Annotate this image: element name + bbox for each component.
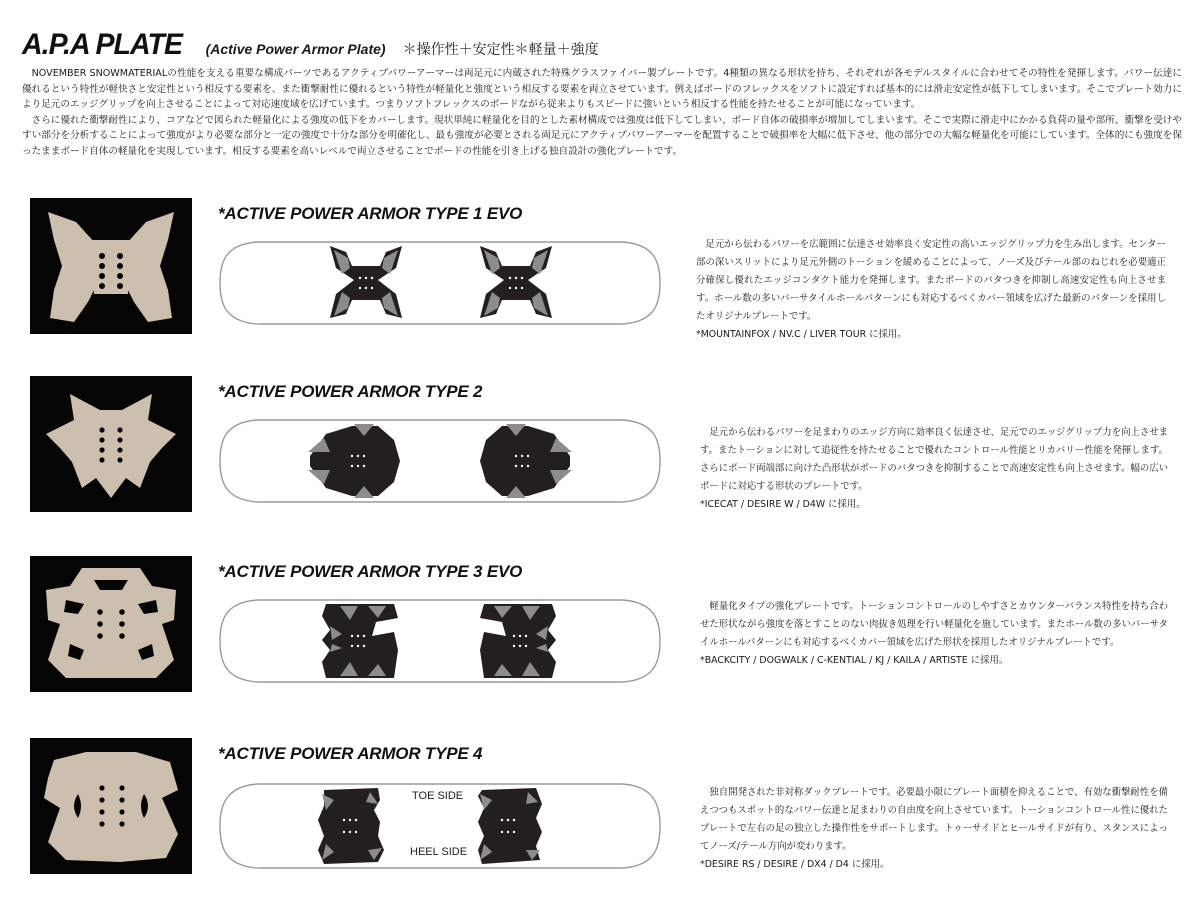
plate-right <box>478 788 542 864</box>
description-text: 軽量化タイプの強化プレートです。トーションコントロールのしやすさとカウンターバランス特性を持ち合わせた形状ながら強度を落とすことのない肉抜き処理を行い軽量化を施しています。またホール数の多いバーサタイルホールパターンにも対応するべくカバー領域を広げた形状を採用したオリジナルプレートです。 <box>700 601 1168 648</box>
section-type-1-evo <box>0 198 1200 338</box>
section-type-3-evo <box>0 556 1200 696</box>
page-header <box>22 28 599 62</box>
plate-left <box>322 604 398 678</box>
plate-photo-type-2 <box>30 376 192 512</box>
type-title: *ACTIVE POWER ARMOR TYPE 3 EVO <box>218 562 523 581</box>
type-description <box>700 598 1168 670</box>
description-text: 足元から伝わるパワーを足まわりのエッジ方向に効率良く伝達させ、足元でのエッジグリップ力を向上させます。またトーションに対して追従性を持たせることで優れたコントロール性能とリカバリー性能を発揮します。さらにボード両端部に向けた凸形状がボードのバタつきを抑制することで高速安定性も向上させます。幅の広いボードに対応する形状のプレートです。 <box>700 427 1169 492</box>
section-type-2 <box>0 376 1200 516</box>
type-description <box>700 784 1168 874</box>
header-subtitle: (Active Power Armor Plate) <box>205 41 386 57</box>
plate-photo-type-4 <box>30 738 192 874</box>
description-text: 足元から伝わるパワーを広範囲に伝達させ効率良く安定性の高いエッジグリップ力を生み出します。センター部の深いスリットにより足元外側のトーションを緩めることによって、ノーズ及びテール部のねじれを必要適正分確保し優れたエッジコンタクト能力を発揮します。またボードのバタつきを抑制し高速安定性も向上させます。ホール数の多いバーサタイルホールパターンにも対応するべくカバー領域を広げた最新のパターンを採用したオリジナルプレートです。 <box>696 239 1166 322</box>
type-description <box>696 236 1166 344</box>
heel-side-label: HEEL SIDE <box>410 846 468 858</box>
apa-plate-logo: A.P.A PLATE <box>22 28 183 61</box>
intro-paragraph-1: NOVEMBER SNOWMATERIALの性能を支える重要な構成パーツであるアクティブパワーアーマーは両足元に内蔵された特殊グラスファイバー製プレートです。4種類の異なる形状を持ち、それぞれが各モデルスタイルに合わせてその特性を発揮します。パワー伝達に優れるという特性が軽快さと安定性という相反する要素を、また衝撃耐性に優れるという特性が軽量化と強度という相反する要素を両立させています。例えばボードのフレックスをソフトに設定すれば基本的には滑走安定性が低下してしまいます。そこでプレート効力により足元のエッジグリップを向上させることによって対応速度域を広げています。つまりソフトフレックスのボードながら従来よりもスピードに強いという相反する性能を持たせることが可能になっています。 <box>22 68 1182 111</box>
plate-photo-type-1 <box>30 198 192 334</box>
type-description <box>700 424 1168 514</box>
intro-paragraph-2: さらに優れた衝撃耐性により、コアなどで図られた軽量化による強度の低下をカバーします。現状単純に軽量化を目的とした素材構成では強度は低下してしまい、ボード自体の破損率が増加してしまいます。そこで実際に滑走中にかかる負荷の量や部所、衝撃を受けやすい部分を分析することによって強度がより必要な部分と一定の強度で十分な部分を明確化し、最も強度が必要とされる両足元にアクティブパワーアーマーを配置することで破損率を大幅に低下させ、他の部分での大幅な軽量化を可能にしています。全体的にも強度を保ったままボード自体の軽量化を実現しています。相反する要素を高いレベルで両立させることでボードの性能を引き上げる独自設計の強化プレートです。 <box>22 114 1182 157</box>
toe-side-label: TOE SIDE <box>412 790 464 802</box>
plate-right <box>480 604 556 678</box>
plate-left <box>318 788 384 864</box>
adopted-models: *MOUNTAINFOX / NV.C / LIVER TOUR に採用。 <box>696 329 907 340</box>
type-title: *ACTIVE POWER ARMOR TYPE 1 EVO <box>218 204 523 223</box>
board-diagram-type-3 <box>218 592 662 690</box>
board-diagram-type-2 <box>218 412 662 510</box>
adopted-models: *ICECAT / DESIRE W / D4W に採用。 <box>700 499 866 510</box>
type-title: *ACTIVE POWER ARMOR TYPE 2 <box>218 382 483 401</box>
adopted-models: *DESIRE RS / DESIRE / DX4 / D4 に採用。 <box>700 859 890 870</box>
board-diagram-type-1 <box>218 234 662 332</box>
description-text: 独自開発された非対称ダックプレートです。必要最小限にプレート面積を抑えることで、有効な衝撃耐性を備えつつもスポット的なパワー伝達と足まわりの自由度を向上させています。トーションコントロール性に優れたプレートで左右の足の独立した操作性をサポートします。トゥーサイドとヒールサイドが有り、スタンスによってノーズ/テール方向が変わります。 <box>700 787 1168 852</box>
section-type-4 <box>0 738 1200 878</box>
type-title: *ACTIVE POWER ARMOR TYPE 4 <box>218 744 483 763</box>
header-features: ＊操作性＋安定性＊軽量＋強度 <box>402 42 599 58</box>
intro-text <box>22 66 1182 160</box>
plate-photo-type-3 <box>30 556 192 692</box>
adopted-models: *BACKCITY / DOGWALK / C-KENTIAL / KJ / KAILA / ARTISTE に採用。 <box>700 655 1009 666</box>
